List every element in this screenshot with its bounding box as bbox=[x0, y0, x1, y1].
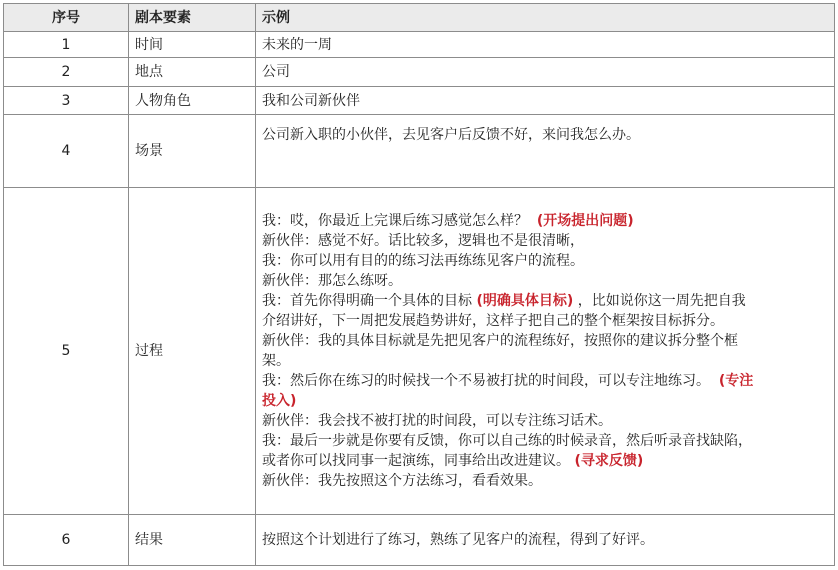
table-row bbox=[4, 515, 835, 566]
row-element: 人物角色 bbox=[129, 87, 256, 115]
dialogue-line: 新伙伴：我会找不被打扰的时间段，可以专注练习话术。 bbox=[262, 413, 612, 429]
dialogue-line: 新伙伴：感觉不好。话比较多，逻辑也不是很清晰， bbox=[262, 233, 584, 249]
dialogue-line: 或者你可以找同事一起演练，同事给出改进建议。 (寻求反馈) bbox=[262, 453, 644, 469]
row-element: 结果 bbox=[129, 515, 256, 566]
script-elements-table bbox=[3, 3, 835, 566]
highlight-note: (开场提出问题) bbox=[536, 213, 634, 229]
highlight-note: (寻求反馈) bbox=[574, 453, 644, 469]
table-row bbox=[4, 58, 835, 87]
row-element: 时间 bbox=[129, 32, 256, 58]
row-number: 4 bbox=[4, 115, 129, 188]
row-example: 公司新入职的小伙伴，去见客户后反馈不好，来问我怎么办。 bbox=[256, 115, 835, 188]
table-row bbox=[4, 115, 835, 188]
dialogue-line: 我：首先你得明确一个具体的目标 (明确具体目标) ，比如说你这一周先把自我 bbox=[262, 293, 746, 309]
table-header-row bbox=[4, 4, 835, 32]
row-example: 按照这个计划进行了练习，熟练了见客户的流程，得到了好评。 bbox=[256, 515, 835, 566]
header-example: 示例 bbox=[256, 4, 835, 32]
row-element: 地点 bbox=[129, 58, 256, 87]
row-number: 1 bbox=[4, 32, 129, 58]
table-row bbox=[4, 188, 835, 515]
dialogue-line: 新伙伴：我先按照这个方法练习，看看效果。 bbox=[262, 473, 542, 489]
dialogue-line: 介绍讲好，下一周把发展趋势讲好，这样子把自己的整个框架按目标拆分。 bbox=[262, 313, 724, 329]
dialogue-line: 新伙伴：那怎么练呀。 bbox=[262, 273, 402, 289]
dialogue-line: 我：你可以用有目的的练习法再练练见客户的流程。 bbox=[262, 253, 584, 269]
dialogue-line: 新伙伴：我的具体目标就是先把见客户的流程练好，按照你的建议拆分整个框 bbox=[262, 333, 738, 349]
row-number: 3 bbox=[4, 87, 129, 115]
table-row bbox=[4, 32, 835, 58]
row-number: 2 bbox=[4, 58, 129, 87]
dialogue-line: 我：最后一步就是你要有反馈，你可以自己练的时候录音，然后听录音找缺陷， bbox=[262, 433, 752, 449]
dialogue-line: 我：然后你在练习的时候找一个不易被打扰的时间段，可以专注地练习。 (专注 bbox=[262, 373, 754, 389]
header-number: 序号 bbox=[4, 4, 129, 32]
highlight-note: (明确具体目标) bbox=[476, 293, 574, 309]
row-example: 未来的一周 bbox=[256, 32, 835, 58]
row-element: 过程 bbox=[129, 188, 256, 515]
dialogue-line: 架。 bbox=[262, 353, 290, 369]
row-number: 6 bbox=[4, 515, 129, 566]
table-row bbox=[4, 87, 835, 115]
highlight-note: (专注 bbox=[718, 373, 754, 389]
header-element: 剧本要素 bbox=[129, 4, 256, 32]
dialogue-line: 我：哎，你最近上完课后练习感觉怎么样？ (开场提出问题) bbox=[262, 213, 634, 229]
highlight-note: 投入) bbox=[262, 393, 297, 409]
row-element: 场景 bbox=[129, 115, 256, 188]
row-example: 公司 bbox=[256, 58, 835, 87]
row-example: 我和公司新伙伴 bbox=[256, 87, 835, 115]
row-number: 5 bbox=[4, 188, 129, 515]
process-dialogue bbox=[256, 188, 835, 515]
